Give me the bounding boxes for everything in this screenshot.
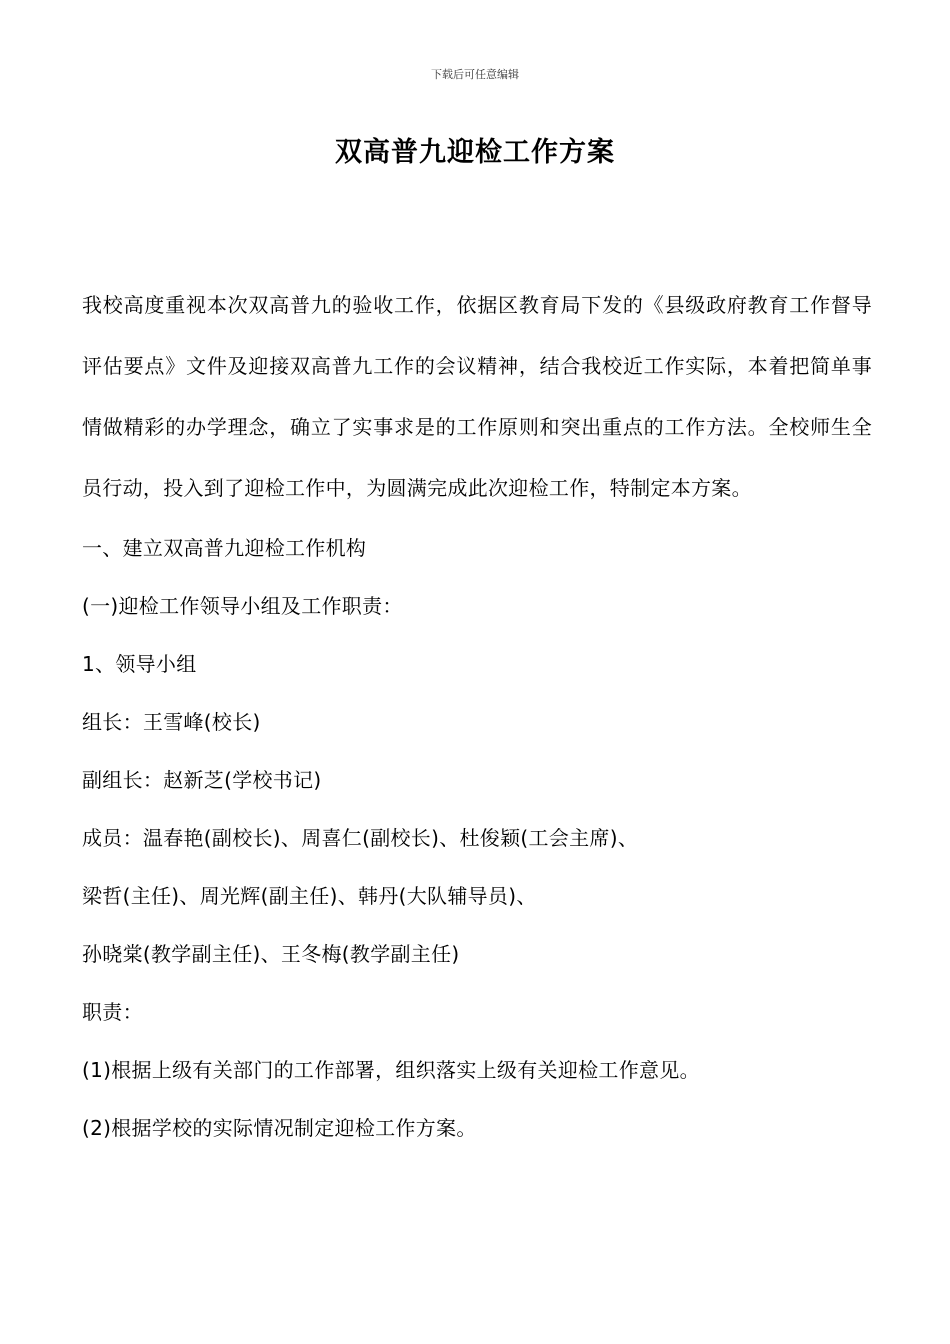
duties-label: 职责： [82,1000,143,1024]
duty-item: (2)根据学校的实际情况制定迎检工作方案。 [82,1116,477,1140]
members-line: 孙晓棠(教学副主任)、王冬梅(教学副主任) [82,942,460,966]
members-line: 梁哲(主任)、周光辉(副主任)、韩丹(大队辅导员)、 [82,884,537,908]
members-line: 成员：温春艳(副校长)、周喜仁(副校长)、杜俊颖(工会主席)、 [82,826,639,850]
intro-paragraph: 我校高度重视本次双高普九的验收工作，依据区教育局下发的《县级政府教育工作督导评估要点》文件及迎接双高普九工作的会议精神，结合我校近工作实际，本着把简单事情做精彩的办学理念，确立了实事求是的工作原则和突出重点的工作方法。全校师生全员行动，投入到了迎检工作中，为圆满完成此次迎检工作，特制定本方案。 [82,293,872,500]
document-body [82,275,872,1157]
duty-item: (1)根据上级有关部门的工作部署，组织落实上级有关迎检工作意见。 [82,1058,700,1082]
header-note: 下载后可任意编辑 [431,68,519,81]
document-title: 双高普九迎检工作方案 [335,137,615,168]
deputy-leader-line: 副组长：赵新芝(学校书记) [82,768,322,792]
subsection-heading: (一)迎检工作领导小组及工作职责： [82,594,403,618]
list-heading: 1、领导小组 [82,652,197,676]
section-heading: 一、建立双高普九迎检工作机构 [82,536,367,560]
leader-line: 组长：王雪峰(校长) [82,710,261,734]
